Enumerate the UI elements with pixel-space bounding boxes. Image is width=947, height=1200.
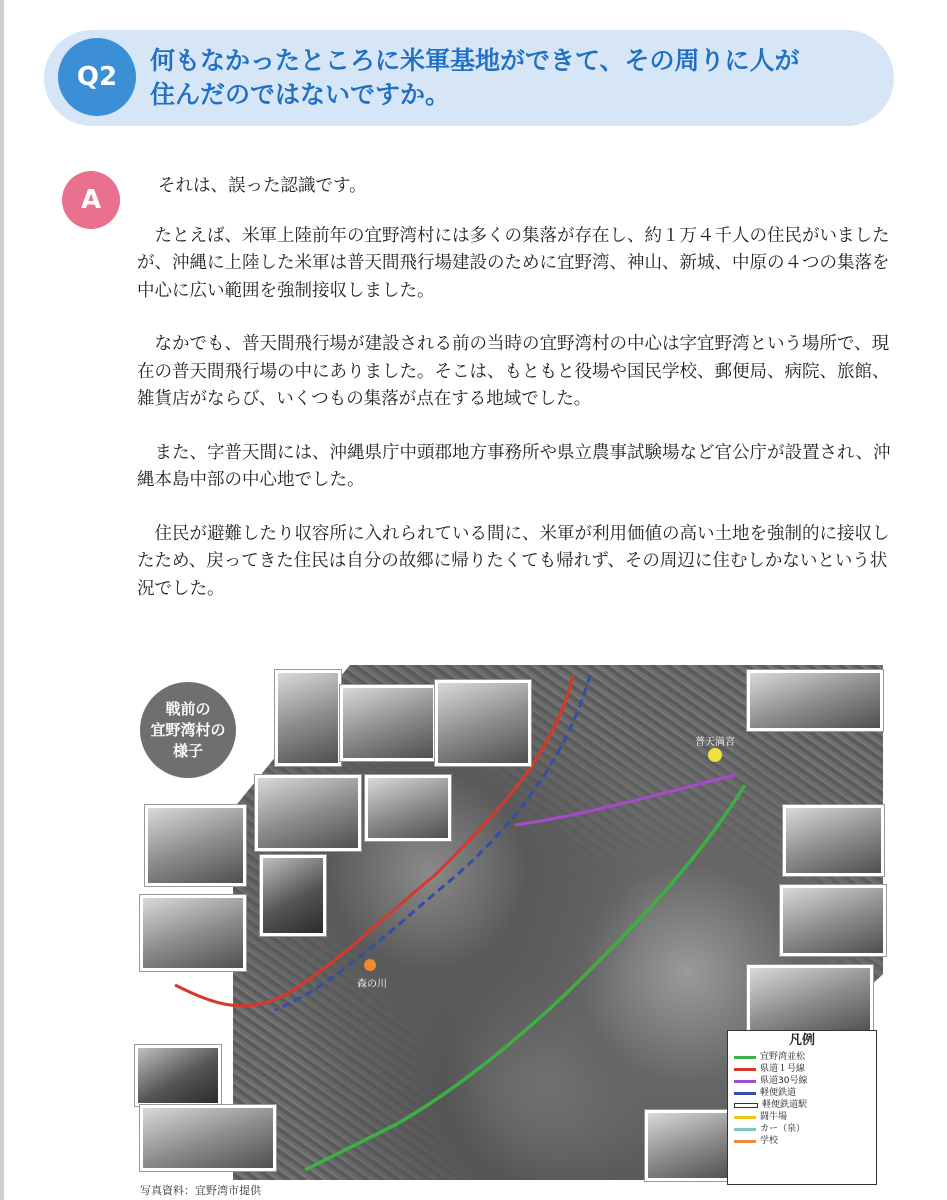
question-text: 何もなかったところに米軍基地ができて、その周りに人が 住んだのではないですか。 [150,46,800,109]
photo-old-building [340,685,436,761]
legend-item [734,1087,870,1099]
prewar-ginowan-badge: 戦前の 宜野湾村の 様子 [140,682,236,778]
legend-swatch [734,1068,756,1071]
legend-item [734,1063,870,1075]
map-label-morinokawa: 森の川 [357,979,387,990]
futenma-shrine-marker [708,748,722,762]
answer-paragraph: また、字普天間には、沖縄県庁中頭郡地方事務所や県立農事試験場など官公庁が設置され、沖縄本島中部の中心地でした。 [137,442,891,490]
legend-swatch [734,1080,756,1083]
legend-swatch [734,1128,756,1131]
page-edge-rule [0,0,4,1200]
photo-national-school [747,670,883,731]
answer-paragraph: なかでも、普天間飛行場が建設される前の当時の宜野湾村の中心は字宜野湾という場所で、現在の普天間飛行場の中にありました。そこは、もともと役場や国民学校、郵便局、病院、旅館、雑貨店がならび、いくつもの集落が点在する地域でした。 [137,334,890,409]
answer-paragraph: 住民が避難したり収容所に入れられている間に、米軍が利用価値の高い土地を強制的に接収したため、戻ってきた住民は自分の故郷に帰りたくても帰れず、その周辺に住むしかないという状況でした。 [137,523,890,599]
legend-items [734,1051,870,1147]
photo-shrine-trees [275,670,341,766]
photo-pine-tree-ohyama [255,775,361,851]
photo-prefectural-office [783,805,884,876]
legend-swatch [734,1116,756,1119]
photo-farmhouse [140,895,246,971]
legend-label: 闘牛場 [760,1112,788,1122]
photo-futenma-street [435,680,531,766]
legend-item [734,1123,870,1135]
legend-item [734,1111,870,1123]
legend-item [734,1051,870,1063]
answer-paragraph: たとえば、米軍上陸前年の宜野湾村には多くの集落が存在し、約１万４千人の住民がいましたが、沖縄に上陸した米軍は普天間飛行場建設のために宜野湾、神山、新城、中原の４つの集落を中心に広い範囲を強制接収しました。 [137,225,890,301]
prewar-map-figure [135,665,885,1187]
legend-label: 宜野湾並松 [760,1052,806,1062]
answer-body [137,173,897,629]
map-label-futenma-shrine: 普天満宮 [695,737,735,748]
legend-swatch [734,1092,756,1095]
morinokawa-marker [364,959,376,971]
question-number-badge: Q2 [58,38,136,116]
photo-village-scene [645,1110,736,1181]
legend-item [734,1099,870,1111]
photo-waterfall [260,855,326,936]
legend-swatch [734,1140,756,1143]
photo-thatched-hut [145,805,246,886]
answer-paragraph: それは、誤った認識です。 [158,176,367,196]
legend-swatch [734,1056,756,1059]
legend-label: 学校 [760,1136,779,1146]
photo-credit: 写真資料：宜野湾市提供 [140,1184,261,1197]
legend-item [734,1075,870,1087]
photo-school-building [780,885,886,956]
map-legend [727,1030,877,1185]
photo-market-crowd [747,965,873,1036]
photo-kamiyama-school [140,1105,276,1171]
answer-label-badge: A [62,171,120,229]
legend-label: カー（泉） [760,1124,806,1134]
legend-label: 県道30号線 [760,1076,808,1086]
legend-swatch [734,1103,758,1108]
route-prefectural-road-30 [515,775,735,825]
legend-label: 県道１号線 [760,1064,806,1074]
photo-coast-view [365,775,451,841]
legend-label: 軽便鉄道 [760,1088,797,1098]
legend-label: 軽便鉄道駅 [762,1100,808,1110]
photo-cave [135,1045,221,1106]
legend-title: 凡例 [788,1033,815,1048]
legend-item [734,1135,870,1147]
